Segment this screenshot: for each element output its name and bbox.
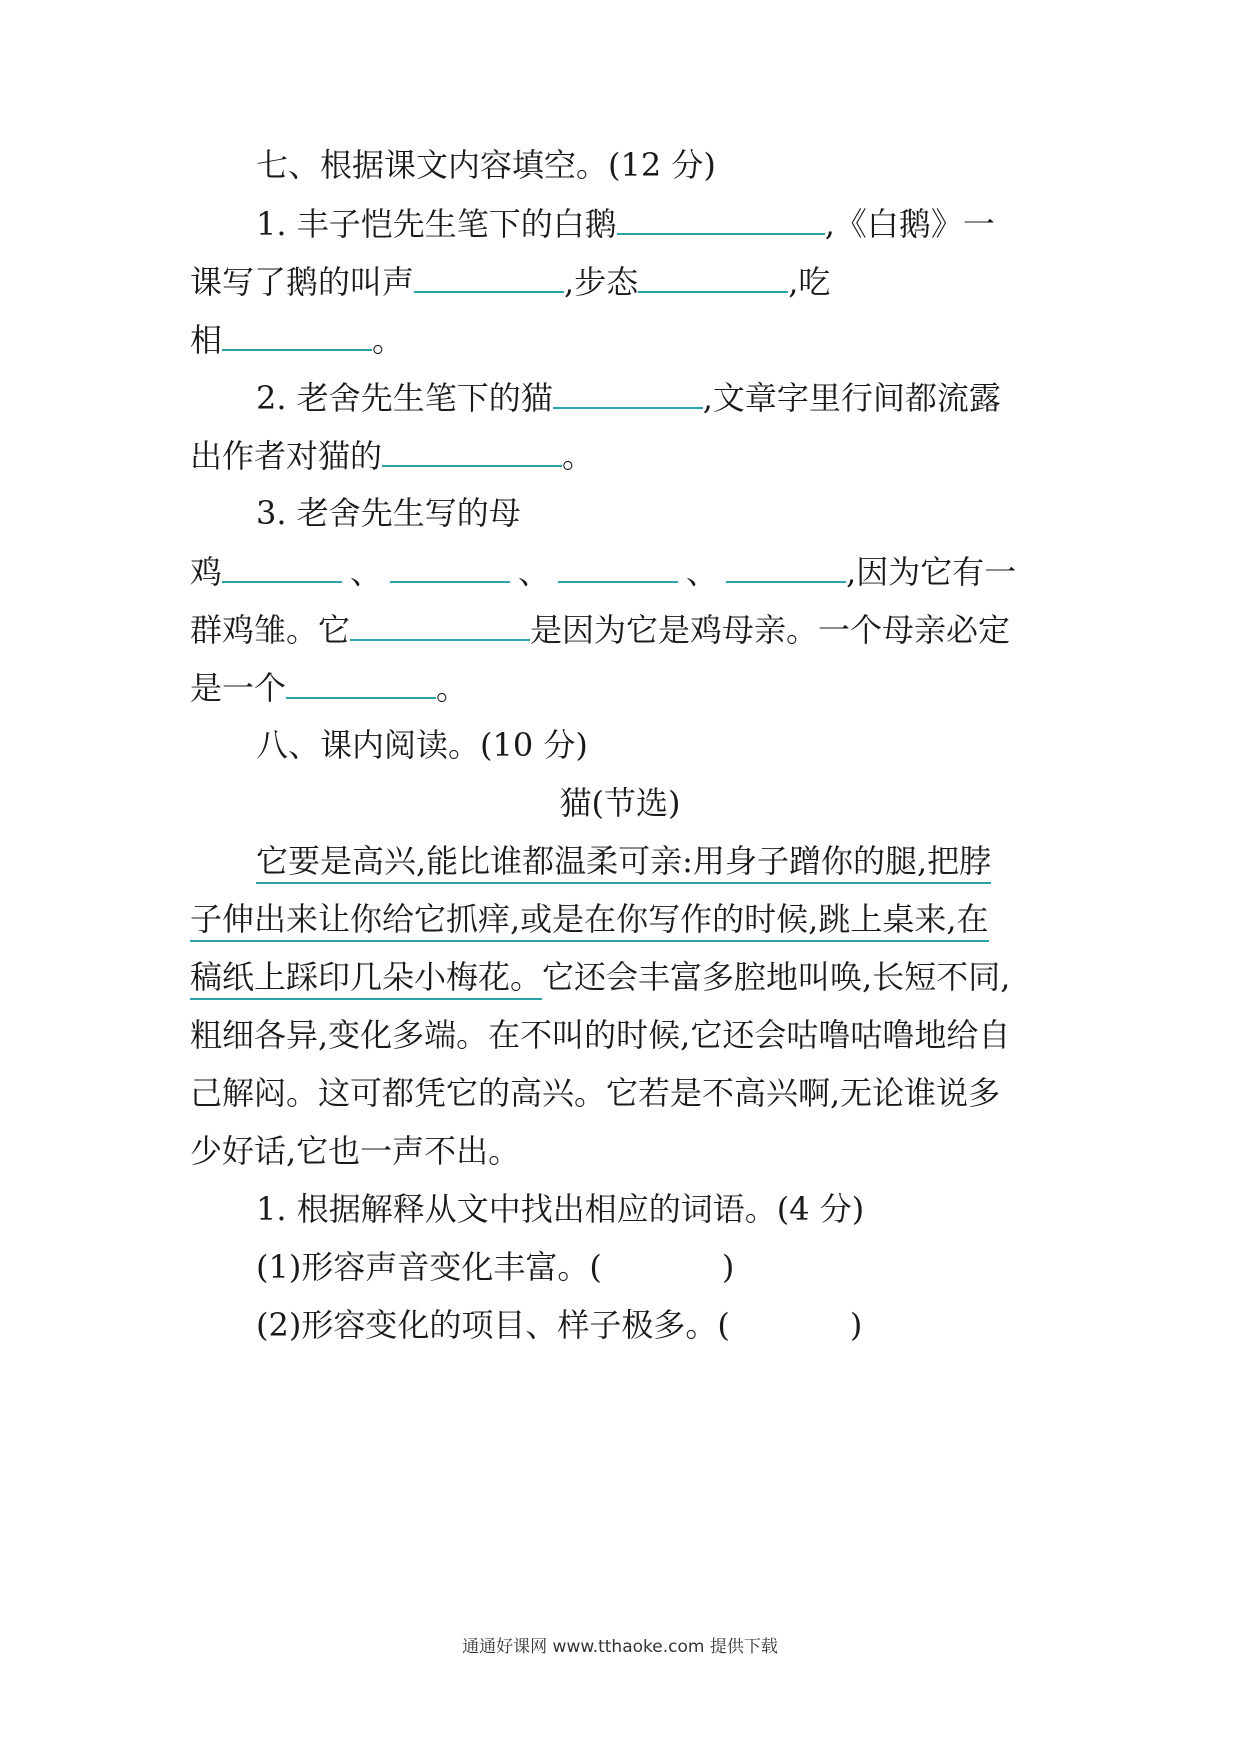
q8-1-prompt: 1. 根据解释从文中找出相应的词语。(4 分) [256,1190,865,1228]
answer-blank[interactable] [222,551,342,583]
q7-1-line-3: 相 。 [190,321,405,359]
answer-blank[interactable] [390,551,510,583]
passage-line-3: 稿纸上踩印几朵小梅花。它还会丰富多腔地叫唤,长短不同, [190,957,1060,997]
section-7-title: 七、根据课文内容填空。(12 分) [256,146,716,184]
section-8-title: 八、课内阅读。(10 分) [256,726,588,764]
q7-2-line-1: 2. 老舍先生笔下的猫 ,文章字里行间都流露 [256,379,1001,417]
passage-title: 猫(节选) [559,784,681,822]
underlined-text: 子伸出来让你给它抓痒,或是在你写作的时候,跳上桌来,在 [190,900,989,942]
passage-line-2 [190,899,1060,939]
answer-blank[interactable] [726,551,846,583]
q7-1-line-1: 1. 丰子恺先生笔下的白鹅 ,《白鹅》一 [256,205,995,243]
passage-line-5: 己解闷。这可都凭它的高兴。它若是不高兴啊,无论谁说多 [190,1074,1001,1112]
answer-blank[interactable] [617,203,825,235]
underlined-text: 稿纸上踩印几朵小梅花。 [190,958,542,1000]
q7-3-line-3: 群鸡雏。它 是因为它是鸡母亲。一个母亲必定 [190,611,1011,649]
q8-1-item-2: (2)形容变化的项目、样子极多。( ) [256,1306,863,1344]
answer-blank[interactable] [553,377,703,409]
underlined-text: 它要是高兴,能比谁都温柔可亲:用身子蹭你的腿,把脖 [256,842,991,884]
answer-blank[interactable] [558,551,678,583]
q7-2-line-2: 出作者对猫的 。 [190,437,595,475]
passage-line-6: 少好话,它也一声不出。 [190,1132,521,1170]
passage-line-1 [256,841,1126,881]
q7-3-line-2: 鸡 、 、 、 ,因为它有一 [190,553,1017,591]
passage-line-4: 粗细各异,变化多端。在不叫的时候,它还会咕噜咕噜地给自 [190,1016,1011,1054]
answer-blank[interactable] [286,667,436,699]
q7-1-line-2: 课写了鹅的叫声 ,步态 ,吃 [190,263,831,301]
q8-1-item-1: (1)形容声音变化丰富。( ) [256,1248,735,1286]
answer-blank[interactable] [382,435,562,467]
answer-blank[interactable] [638,261,788,293]
answer-blank[interactable] [350,609,530,641]
answer-blank[interactable] [414,261,564,293]
answer-blank[interactable] [222,319,372,351]
q7-3-line-4: 是一个 。 [190,669,469,707]
footer-source: 通通好课网 www.tthaoke.com 提供下载 [462,1637,778,1657]
q7-3-line-1: 3. 老舍先生写的母 [256,494,521,532]
